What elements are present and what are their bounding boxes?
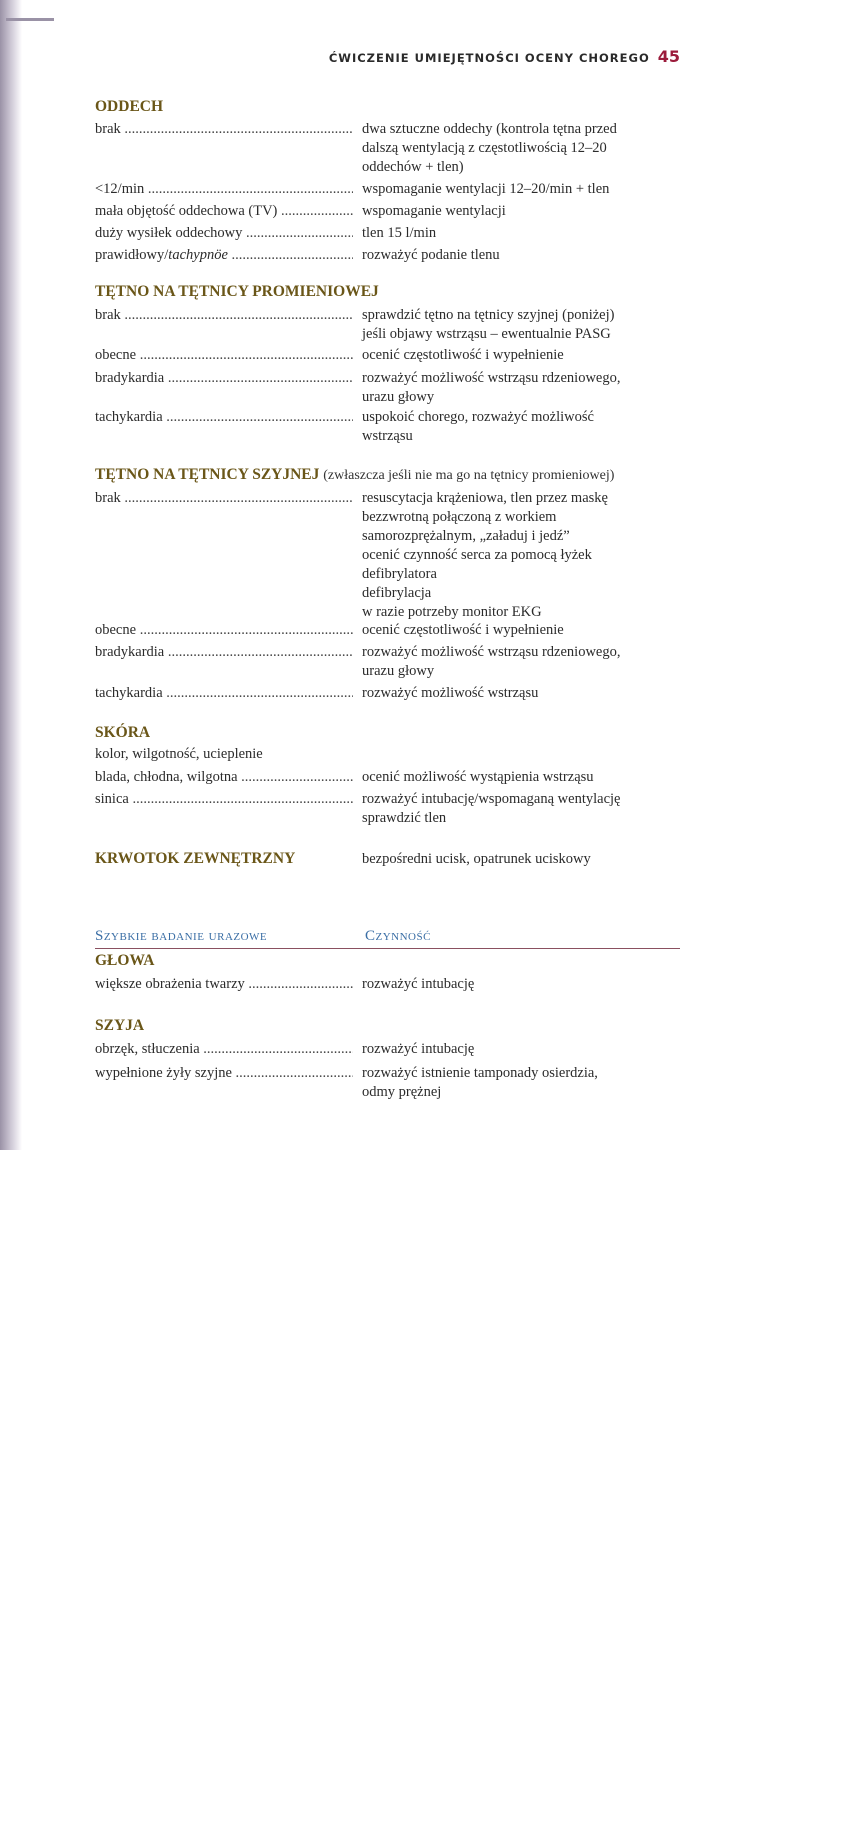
row-label: bradykardia ..... [95,643,353,662]
skin-intro: kolor, wilgotność, ucieplenie [95,746,263,762]
action-line: oddechów + tlen) [362,159,464,175]
action-line: dalszą wentylacją z częstotliwością 12–20 [362,140,607,156]
row-action [362,180,699,199]
row-action [362,790,699,828]
action-line: samorozprężalnym, „załaduj i jedź” [362,528,570,544]
page-binding-shadow [0,0,22,1150]
row-action [362,246,699,265]
section-title-oddech: ODDECH [95,98,164,115]
action-line: tlen 15 l/min [362,225,437,241]
row-label: wypełnione żyły szyjne ..... [95,1064,353,1083]
action-line: bezzwrotną połączoną z workiem [362,509,557,525]
row-label: duży wysiłek oddechowy ..... [95,224,353,243]
section-note: (zwłaszcza jeśli nie ma go na tętnicy promieniowej) [323,468,615,483]
label-text: prawidłowy/ [95,247,169,263]
row-label: tachykardia ..... [95,408,353,427]
row-label: mała objętość oddechowa (TV) ..... [95,202,353,221]
section-title-glowa: GŁOWA [95,952,155,969]
action-line: sprawdzić tlen [362,810,447,826]
action-line: uspokoić chorego, rozważyć możliwość [362,409,594,425]
row-label: brak ..... [95,120,353,139]
action-line: ocenić częstotliwość i wypełnienie [362,622,564,638]
row-label: obecne ..... [95,621,353,640]
row-action [362,768,699,787]
action-line: rozważyć możliwość wstrząsu rdzeniowego, [362,370,621,386]
action-line: rozważyć intubację [362,1041,475,1057]
action-line: ocenić czynność serca za pomocą łyżek [362,547,592,563]
action-line: defibrylatora [362,566,437,582]
row-label: obrzęk, stłuczenia ..... [95,1040,353,1059]
row-action [362,408,699,446]
action-line: rozważyć intubację [362,976,475,992]
row-label: <12/min ..... [95,180,353,199]
column-header-badanie: Szybkie badanie urazowe [95,928,268,944]
row-label: bradykardia ..... [95,369,353,388]
section-title-text: TĘTNO NA TĘTNICY SZYJNEJ [95,466,320,483]
action-line: w razie potrzeby monitor EKG [362,604,542,620]
row-action [362,202,699,221]
binding-line [6,18,54,21]
action-line: ocenić częstotliwość i wypełnienie [362,347,564,363]
row-action [362,306,699,344]
action-line: wspomaganie wentylacji [362,203,506,219]
section-title-skora: SKÓRA [95,724,151,741]
row-label: tachykardia ..... [95,684,353,703]
section-title-promieniowa: TĘTNO NA TĘTNICY PROMIENIOWEJ [95,283,379,300]
action-line: jeśli objawy wstrząsu – ewentualnie PASG [362,326,611,342]
row-label: obecne ..... [95,346,353,365]
row-action [362,369,699,407]
action-line: rozważyć podanie tlenu [362,247,500,263]
column-header-czynnosc: Czynność [365,928,431,944]
action-line: resuscytacja krążeniowa, tlen przez maskę [362,490,608,506]
header-title: ĆWICZENIE UMIEJĘTNOŚCI OCENY CHOREGO [328,51,650,65]
action-line: wspomaganie wentylacji 12–20/min + tlen [362,181,610,197]
section-title-szyjna [95,466,614,484]
row-action [362,1064,699,1102]
action-line: urazu głowy [362,663,435,679]
action-line: defibrylacja [362,585,432,601]
row-action [362,489,699,622]
action-line: dwa sztuczne oddechy (kontrola tętna przed [362,121,617,137]
running-header [329,47,680,66]
action-line: rozważyć możliwość wstrząsu rdzeniowego, [362,644,621,660]
section-title-szyja: SZYJA [95,1017,145,1034]
row-action [362,1040,699,1059]
row-label: brak ..... [95,306,353,325]
row-action [362,621,699,640]
column-headers [95,928,680,949]
row-label [95,246,353,265]
row-label: brak ..... [95,489,353,508]
section-title-krwotok: KRWOTOK ZEWNĘTRZNY [95,850,296,867]
action-line: sprawdzić tętno na tętnicy szyjnej (poniżej) [362,307,615,323]
row-label: większe obrażenia twarzy ..... [95,975,353,994]
action-line: ocenić możliwość wystąpienia wstrząsu [362,769,594,785]
row-action [362,346,699,365]
action-line: urazu głowy [362,389,435,405]
krwotok-action: bezpośredni ucisk, opatrunek uciskowy [362,851,591,867]
action-line: odmy prężnej [362,1084,442,1100]
page-number: 45 [657,47,680,66]
row-label: sinica ..... [95,790,353,809]
action-line: rozważyć intubację/wspomaganą wentylację [362,791,621,807]
action-line: rozważyć istnienie tamponady osierdzia, [362,1065,598,1081]
row-action [362,975,699,994]
row-action [362,224,699,243]
action-line: rozważyć możliwość wstrząsu [362,685,539,701]
row-label: blada, chłodna, wilgotna ..... [95,768,353,787]
row-action [362,120,699,177]
action-line: wstrząsu [362,428,413,444]
row-action [362,684,699,703]
row-action [362,643,699,681]
label-italic: tachypnöe [168,247,228,263]
